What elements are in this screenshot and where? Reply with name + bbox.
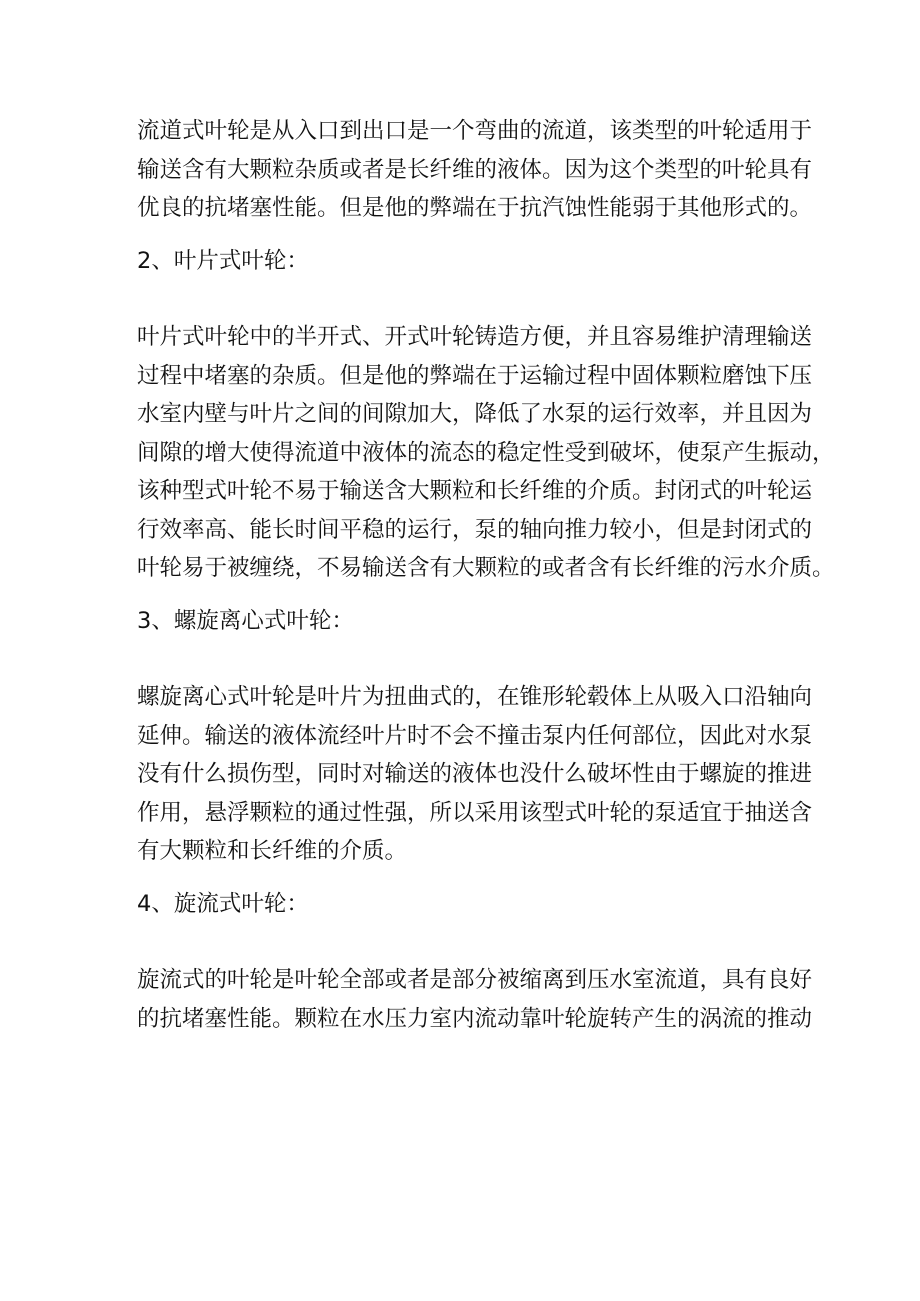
paragraph-spiral-centrifugal-impeller — [137, 678, 813, 871]
text-line: 的抗堵塞性能。颗粒在水压力室内流动靠叶轮旋转产生的涡流的推动 — [137, 1005, 813, 1032]
text-line: 水室内壁与叶片之间的间隙加大，降低了水泵的运行效率，并且因为 — [137, 401, 813, 427]
document-page — [137, 112, 835, 1038]
text-line: 延伸。输送的液体流经叶片时不会不撞击泵内任何部位，因此对水泵 — [137, 722, 813, 749]
text-line: 过程中堵塞的杂质。但是他的弊端在于运输过程中固体颗粒磨蚀下压 — [137, 362, 813, 389]
text-line: 螺旋离心式叶轮是叶片为扭曲式的，在锥形轮毂体上从吸入口沿轴向 — [137, 684, 813, 710]
text-line: 间隙的增大使得流道中液体的流态的稳定性受到破坏，使泵产生振动， — [137, 439, 835, 466]
text-line: 优良的抗堵塞性能。但是他的弊端在于抗汽蚀性能弱于其他形式的。 — [137, 195, 813, 221]
text-line: 旋流式的叶轮是叶轮全部或者是部分被缩离到压水室流道，具有良好 — [137, 967, 813, 993]
text-line: 叶片式叶轮中的半开式、开式叶轮铸造方便，并且容易维护清理输送 — [137, 324, 813, 350]
section-heading-vortex-impeller: 4、旋流式叶轮： — [137, 890, 309, 917]
text-line: 输送含有大颗粒杂质或者是长纤维的液体。因为这个类型的叶轮具有 — [137, 156, 813, 183]
section-heading-spiral-centrifugal-impeller: 3、螺旋离心式叶轮： — [137, 607, 354, 634]
paragraph-flow-channel-impeller — [137, 112, 813, 228]
text-line: 叶轮易于被缠绕，不易输送含有大颗粒的或者含有长纤维的污水介质。 — [137, 555, 835, 581]
text-line: 作用，悬浮颗粒的通过性强，所以采用该型式叶轮的泵适宜于抽送含 — [137, 799, 813, 826]
text-line: 行效率高、能长时间平稳的运行，泵的轴向推力较小，但是封闭式的 — [137, 516, 813, 543]
paragraph-blade-impeller — [137, 318, 835, 588]
paragraph-vortex-impeller — [137, 961, 813, 1038]
text-line: 没有什么损伤型，同时对输送的液体也没什么破坏性由于螺旋的推进 — [137, 761, 813, 787]
text-line: 该种型式叶轮不易于输送含大颗粒和长纤维的介质。封闭式的叶轮运 — [137, 478, 813, 504]
text-line: 有大颗粒和长纤维的介质。 — [137, 838, 408, 864]
section-heading-blade-impeller: 2、叶片式叶轮： — [137, 247, 309, 274]
text-line: 流道式叶轮是从入口到出口是一个弯曲的流道，该类型的叶轮适用于 — [137, 118, 813, 144]
